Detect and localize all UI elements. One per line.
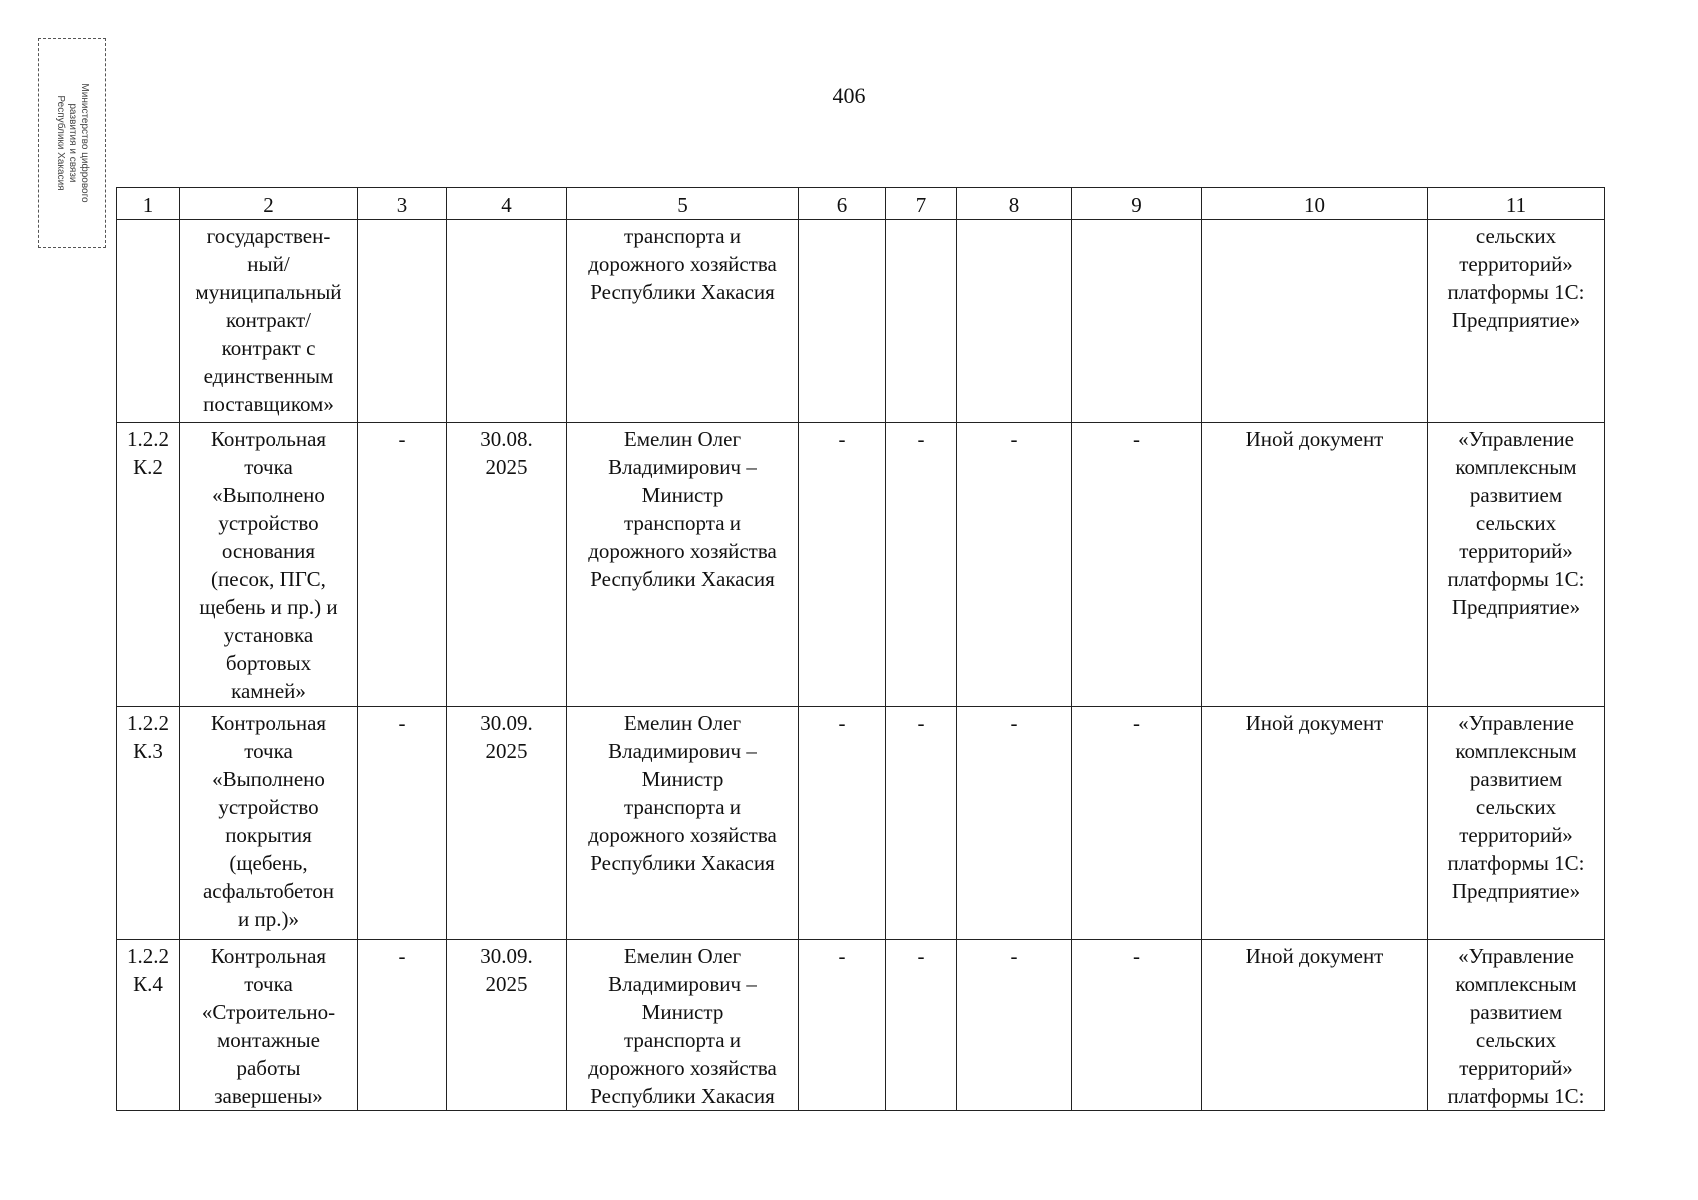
cell-col9	[1072, 220, 1202, 423]
cell-responsible: Емелин Олег Владимирович – Министр транспорта и дорожного хозяйства Республики Хакасия	[567, 940, 799, 1111]
cell-col9: -	[1072, 940, 1202, 1111]
stamp-line: Министерство цифрового	[79, 83, 90, 203]
cell-information-system: «Управление комплексным развитием сельских территорий» платформы 1С: Предприятие»	[1428, 423, 1605, 707]
cell-col8: -	[957, 940, 1072, 1111]
column-header: 11	[1428, 188, 1605, 220]
column-header: 10	[1202, 188, 1428, 220]
cell-col8	[957, 220, 1072, 423]
cell-responsible: Емелин Олег Владимирович – Министр транспорта и дорожного хозяйства Республики Хакасия	[567, 707, 799, 940]
cell-number: 1.2.2 К.2	[117, 423, 180, 707]
cell-col7	[886, 220, 957, 423]
cell-document-type: Иной документ	[1202, 423, 1428, 707]
cell-col6	[799, 220, 886, 423]
column-header: 5	[567, 188, 799, 220]
table-row	[117, 220, 1605, 423]
cell-name: Контрольная точка «Выполнено устройство основания (песок, ПГС, щебень и пр.) и установка бортовых камней»	[180, 423, 358, 707]
cell-col9: -	[1072, 707, 1202, 940]
cell-date: 30.09. 2025	[447, 707, 567, 940]
cell-number	[117, 220, 180, 423]
cell-document-type: Иной документ	[1202, 940, 1428, 1111]
cell-col7: -	[886, 707, 957, 940]
cell-responsible: транспорта и дорожного хозяйства Республики Хакасия	[567, 220, 799, 423]
cell-col6: -	[799, 940, 886, 1111]
cell-col3: -	[358, 423, 447, 707]
stamp-line: развития и связи	[67, 103, 78, 183]
column-header: 7	[886, 188, 957, 220]
cell-col6: -	[799, 707, 886, 940]
cell-number: 1.2.2 К.3	[117, 707, 180, 940]
cell-name: Контрольная точка «Строительно- монтажные работы завершены»	[180, 940, 358, 1111]
cell-col3: -	[358, 707, 447, 940]
cell-col7: -	[886, 423, 957, 707]
cell-col8: -	[957, 423, 1072, 707]
table-row	[117, 707, 1605, 940]
cell-information-system: «Управление комплексным развитием сельских территорий» платформы 1С: Предприятие»	[1428, 707, 1605, 940]
cell-name: государствен- ный/ муниципальный контракт/ контракт с единственным поставщиком»	[180, 220, 358, 423]
cell-col3	[358, 220, 447, 423]
cell-col7: -	[886, 940, 957, 1111]
cell-information-system: «Управление комплексным развитием сельских территорий» платформы 1С:	[1428, 940, 1605, 1111]
cell-information-system: сельских территорий» платформы 1С: Предприятие»	[1428, 220, 1605, 423]
table-row	[117, 940, 1605, 1111]
column-header: 4	[447, 188, 567, 220]
cell-date: 30.09. 2025	[447, 940, 567, 1111]
cell-col6: -	[799, 423, 886, 707]
stamp-line: Республики Хакасия	[55, 95, 66, 191]
cell-date	[447, 220, 567, 423]
column-header: 8	[957, 188, 1072, 220]
cell-col9: -	[1072, 423, 1202, 707]
cell-date: 30.08. 2025	[447, 423, 567, 707]
cell-responsible: Емелин Олег Владимирович – Министр транспорта и дорожного хозяйства Республики Хакасия	[567, 423, 799, 707]
column-header: 9	[1072, 188, 1202, 220]
page-number: 406	[832, 83, 866, 108]
table-row	[117, 423, 1605, 707]
cell-document-type: Иной документ	[1202, 707, 1428, 940]
header-row	[117, 188, 1605, 220]
column-header: 3	[358, 188, 447, 220]
column-header: 6	[799, 188, 886, 220]
registration-stamp	[38, 38, 106, 248]
schedule-table	[116, 187, 1605, 1111]
cell-col8: -	[957, 707, 1072, 940]
cell-name: Контрольная точка «Выполнено устройство покрытия (щебень, асфальтобетон и пр.)»	[180, 707, 358, 940]
column-header: 2	[180, 188, 358, 220]
cell-col3: -	[358, 940, 447, 1111]
column-header: 1	[117, 188, 180, 220]
cell-document-type	[1202, 220, 1428, 423]
stamp-text	[54, 43, 90, 243]
cell-number: 1.2.2 К.4	[117, 940, 180, 1111]
